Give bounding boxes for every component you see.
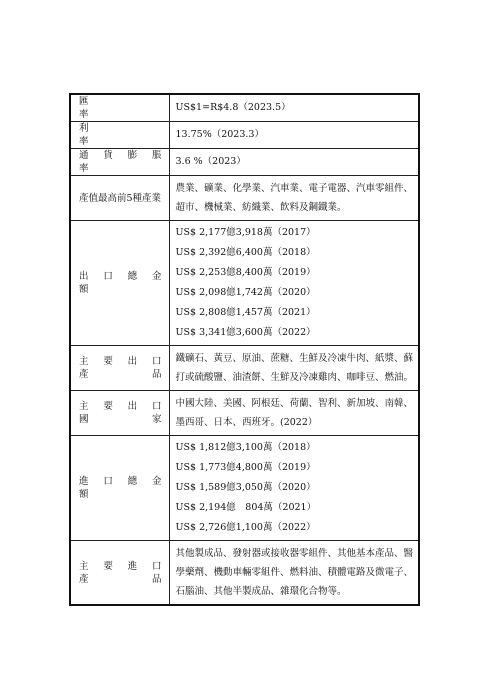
row-label-interest-rate: 利 率 xyxy=(70,122,169,149)
row-label-exchange-rate: 匯 率 xyxy=(70,94,169,122)
value-line: US$ 1,812億3,100萬（2018） xyxy=(175,442,316,453)
value-line: 石腦油、其他半製成品、雜環化合物等。 xyxy=(175,586,347,597)
row-label-main-export-countries: 主 要 出 口 國 家 xyxy=(70,391,169,436)
value-line: US$ 2,177億3,918萬（2017） xyxy=(175,227,316,238)
row-label-main-import-products: 主 要 進 口 產 品 xyxy=(70,541,169,606)
row-label-top-industries: 產值最高前5種產業 xyxy=(70,176,169,221)
table-row xyxy=(70,149,419,176)
value-line: 其他製成品、發射器或接收器零組件、其他基本產品、醫 xyxy=(175,548,414,559)
value-line: 農業、礦業、化學業、汽車業、電子電器、汽車零組件、 xyxy=(175,183,414,194)
table-row xyxy=(70,541,419,606)
data-table xyxy=(69,93,420,606)
row-value-main-import-products xyxy=(169,541,419,606)
table-row xyxy=(70,94,419,122)
row-value-interest-rate xyxy=(169,122,419,149)
value-line: 超市、機械業、紡織業、飲料及鋼鐵業。 xyxy=(175,202,347,213)
row-value-export-total xyxy=(169,221,419,346)
value-line: 學藥劑、機動車輛零組件、燃料油、積體電路及微電子、 xyxy=(175,567,414,578)
value-line: US$ 2,808億1,457萬（2021） xyxy=(175,307,316,318)
table-row xyxy=(70,122,419,149)
row-value-exchange-rate xyxy=(169,94,419,122)
value-line: US$ 2,392億6,400萬（2018） xyxy=(175,247,316,258)
row-value-inflation xyxy=(169,149,419,176)
row-value-top-industries xyxy=(169,176,419,221)
value-line: US$ 2,098億1,742萬（2020） xyxy=(175,287,316,298)
table-row xyxy=(70,176,419,221)
value-line: US$ 2,194億 804萬（2021） xyxy=(175,502,317,513)
value-line: 3.6 %（2023） xyxy=(175,156,246,167)
row-label-inflation: 通 貨 膨 脹 率 xyxy=(70,149,169,176)
value-line: 打或硫酸鹽、油渣餅、生鮮及冷凍雞肉、咖啡豆、燃油。 xyxy=(175,372,414,383)
value-line: 鐵礦石、黃豆、原油、蔗糖、生鮮及冷凍牛肉、紙漿、蘇 xyxy=(175,353,414,364)
value-line: US$ 2,253億8,400萬（2019） xyxy=(175,267,316,278)
row-label-main-export-products: 主 要 出 口 產 品 xyxy=(70,346,169,391)
table-row xyxy=(70,391,419,436)
row-value-import-total xyxy=(169,436,419,541)
value-line: US$ 1,589億3,050萬（2020） xyxy=(175,482,316,493)
value-line: US$1=R$4.8（2023.5） xyxy=(175,102,291,113)
row-value-main-export-countries xyxy=(169,391,419,436)
value-line: 中國大陸、美國、阿根廷、荷蘭、智利、新加坡、南韓、 xyxy=(175,398,414,409)
value-line: US$ 3,341億3,600萬（2022） xyxy=(175,327,316,338)
value-line: 13.75%（2023.3） xyxy=(175,129,264,140)
value-line: 墨西哥、日本、西班牙。(2022） xyxy=(175,417,318,428)
value-line: US$ 2,726億1,100萬（2022） xyxy=(175,522,316,533)
value-line: US$ 1,773億4,800萬（2019） xyxy=(175,462,316,473)
table-row xyxy=(70,346,419,391)
table-row xyxy=(70,436,419,541)
row-label-import-total: 進 口 總 金 額 xyxy=(70,436,169,541)
row-value-main-export-products xyxy=(169,346,419,391)
row-label-export-total: 出 口 總 金 額 xyxy=(70,221,169,346)
table-row xyxy=(70,221,419,346)
